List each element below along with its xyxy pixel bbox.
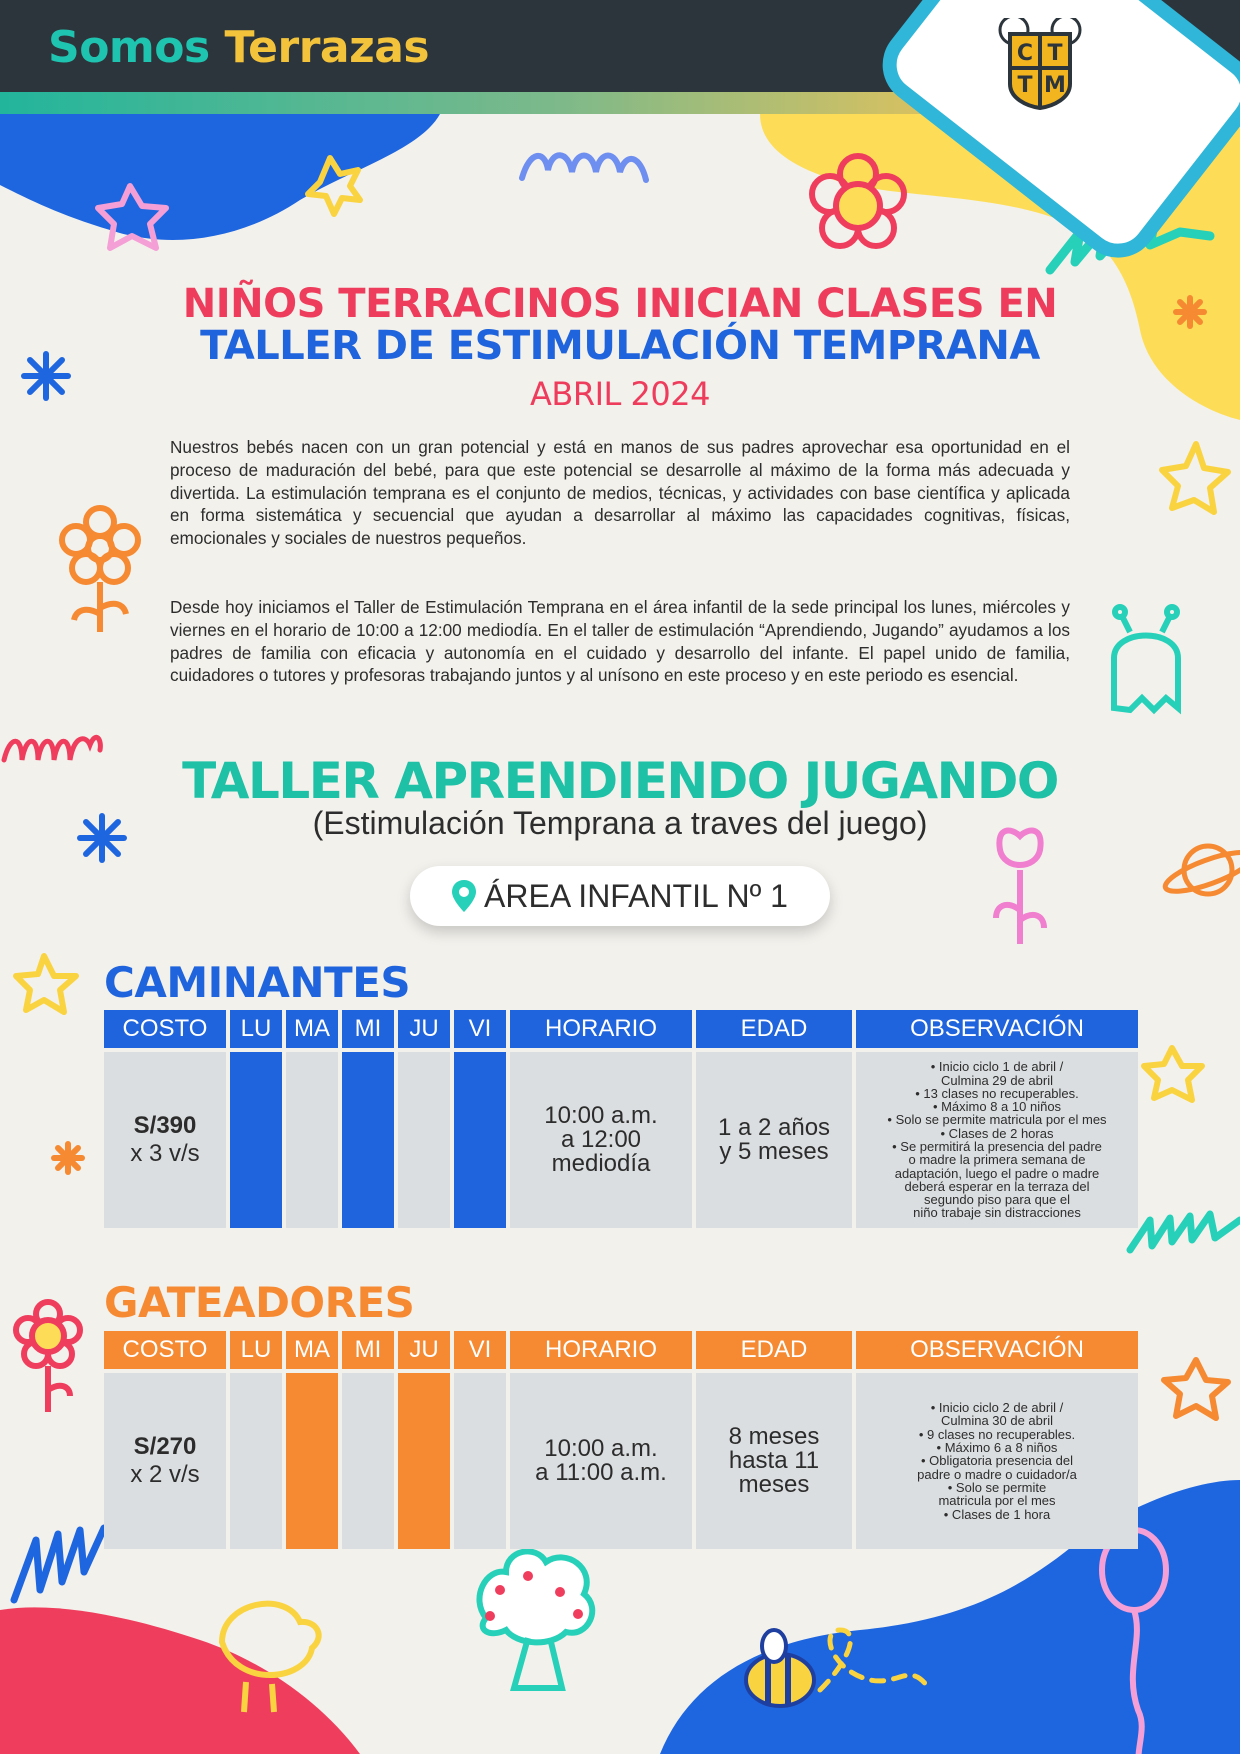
header-observacion: OBSERVACIÓN (856, 1331, 1138, 1369)
edad-line: y 5 meses (719, 1138, 829, 1165)
obs-line: deberá esperar en la terraza del (904, 1178, 1090, 1194)
header-edad: EDAD (696, 1010, 852, 1048)
obs-line: niño trabaje sin distracciones (913, 1205, 1081, 1221)
gateadores-day-ma (286, 1373, 338, 1549)
intro-paragraph-2: Desde hoy iniciamos el Taller de Estimulación Temprana en el área infantil de la sede principal los lunes, miércoles y viernes en el horario de 10:00 a 12:00 mediodía. En el taller de estimulación “Aprendiendo, Jugando” ayudamos a los padres de familia con eficacia y autonomía en el cuidado y desarrollo del infante. El papel unido de familia, cuidadores o tutores y profesoras trabajando juntos y al unísono en este proceso y en este periodo es esencial. (170, 597, 1070, 686)
obs-line: • Se permitirá la presencia del padre (892, 1139, 1102, 1154)
obs-line: • Máximo 6 a 8 niños (936, 1440, 1058, 1456)
workshop-title: TALLER APRENDIENDO JUGANDO (182, 752, 1058, 810)
edad-line: 8 meses (728, 1423, 820, 1450)
edad-line: hasta 11 (728, 1447, 820, 1474)
logo-letter-2: T (1047, 41, 1063, 66)
gateadores-day-mi (342, 1373, 394, 1549)
header-costo: COSTO (104, 1331, 226, 1369)
obs-line: padre o madre o cuidador/a (917, 1466, 1077, 1482)
obs-line: o madre la primera semana de (908, 1152, 1086, 1168)
header-observacion: OBSERVACIÓN (856, 1010, 1138, 1048)
header-vi: VI (454, 1010, 506, 1048)
horario-line: mediodía (551, 1150, 651, 1177)
obs-line: • Máximo 8 a 10 niños (932, 1099, 1062, 1115)
intro-paragraph-1: Nuestros bebés nacen con un gran potencial y está en manos de sus padres aprovechar esa oportunidad en el proceso de maduración del bebé, para que este potencial se desarrolle al máximo de la forma más adecuada y divertida. La estimulación temprana es el conjunto de medios, técnicas, y actividades con base científica y aplicada en forma sistemática y secuencial que ayudan a desarrollar al máximo las capacidades cognitivas, físicas, emocionales y sociales de nuestros pequeños. (170, 437, 1070, 549)
location-badge (410, 866, 830, 926)
edad-line: meses (738, 1471, 810, 1498)
header-horario: HORARIO (510, 1010, 692, 1048)
edad-line: 1 a 2 años (717, 1114, 831, 1141)
gateadores-edad (696, 1373, 852, 1549)
obs-line: • Inicio ciclo 2 de abril / (930, 1400, 1064, 1416)
header-costo: COSTO (104, 1010, 226, 1048)
header-mi: MI (342, 1331, 394, 1369)
obs-line: • Clases de 1 hora (943, 1506, 1051, 1522)
caminantes-observacion (856, 1052, 1138, 1228)
caminantes-day-ma (286, 1052, 338, 1228)
gateadores-day-vi (454, 1373, 506, 1549)
caminantes-table (104, 1010, 1138, 1228)
header-horario: HORARIO (510, 1331, 692, 1369)
obs-line: • 13 clases no recuperables. (915, 1085, 1079, 1101)
caminantes-frequency: x 3 v/s (130, 1140, 200, 1167)
headline-line-2: TALLER DE ESTIMULACIÓN TEMPRANA (200, 323, 1040, 369)
header-edad: EDAD (696, 1331, 852, 1369)
obs-line: matricula por el mes (938, 1493, 1056, 1509)
header-lu: LU (230, 1331, 282, 1369)
workshop-subtitle: (Estimulación Temprana a traves del juego) (312, 805, 928, 841)
gateadores-horario (510, 1373, 692, 1549)
header-ju: JU (398, 1331, 450, 1369)
gateadores-title: GATEADORES (104, 1278, 415, 1327)
caminantes-day-lu (230, 1052, 282, 1228)
header-ma: MA (286, 1010, 338, 1048)
obs-line: adaptación, luego el padre o madre (894, 1165, 1100, 1181)
obs-line: Culmina 30 de abril (940, 1413, 1053, 1429)
horario-line: a 11:00 a.m. (535, 1459, 667, 1486)
caminantes-title: CAMINANTES (104, 958, 411, 1007)
caminantes-day-ju (398, 1052, 450, 1228)
gateadores-day-ju (398, 1373, 450, 1549)
gateadores-observacion (856, 1373, 1138, 1549)
location-pin-icon (452, 880, 476, 912)
obs-line: • Solo se permite matricula por el mes (887, 1112, 1107, 1128)
header-ma: MA (286, 1331, 338, 1369)
gateadores-frequency: x 2 v/s (130, 1461, 200, 1488)
header-mi: MI (342, 1010, 394, 1048)
obs-line: segundo piso para que el (923, 1192, 1070, 1208)
obs-line: • 9 clases no recuperables. (918, 1426, 1076, 1442)
horario-line: a 12:00 (560, 1126, 642, 1153)
brand-word-somos: Somos (48, 22, 210, 73)
header-vi: VI (454, 1331, 506, 1369)
gateadores-cost (104, 1373, 226, 1549)
obs-line: • Clases de 2 horas (940, 1125, 1054, 1141)
gateadores-day-lu (230, 1373, 282, 1549)
headline-date: ABRIL 2024 (530, 375, 710, 413)
logo-letter-4: M (1044, 73, 1066, 98)
caminantes-edad (696, 1052, 852, 1228)
brand-title (48, 22, 429, 73)
caminantes-day-vi (454, 1052, 506, 1228)
obs-line: • Inicio ciclo 1 de abril / (930, 1059, 1064, 1075)
caminantes-day-mi (342, 1052, 394, 1228)
headline-line-1: NIÑOS TERRACINOS INICIAN CLASES EN (182, 281, 1058, 327)
caminantes-price: S/390 (133, 1112, 197, 1139)
cttm-logo (998, 18, 1082, 110)
gateadores-price: S/270 (133, 1433, 197, 1460)
logo-letter-1: C (1016, 41, 1034, 66)
header-lu: LU (230, 1010, 282, 1048)
gateadores-table (104, 1331, 1138, 1549)
logo-letter-3: T (1017, 73, 1033, 98)
horario-line: 10:00 a.m. (544, 1435, 658, 1462)
location-label: ÁREA INFANTIL Nº 1 (484, 877, 788, 914)
caminantes-cost (104, 1052, 226, 1228)
horario-line: 10:00 a.m. (544, 1102, 658, 1129)
header-ju: JU (398, 1010, 450, 1048)
brand-word-terrazas: Terrazas (224, 22, 430, 73)
obs-line: • Obligatoria presencia del (921, 1453, 1073, 1469)
obs-line: Culmina 29 de abril (940, 1072, 1053, 1088)
obs-line: • Solo se permite (947, 1479, 1047, 1495)
caminantes-horario (510, 1052, 692, 1228)
